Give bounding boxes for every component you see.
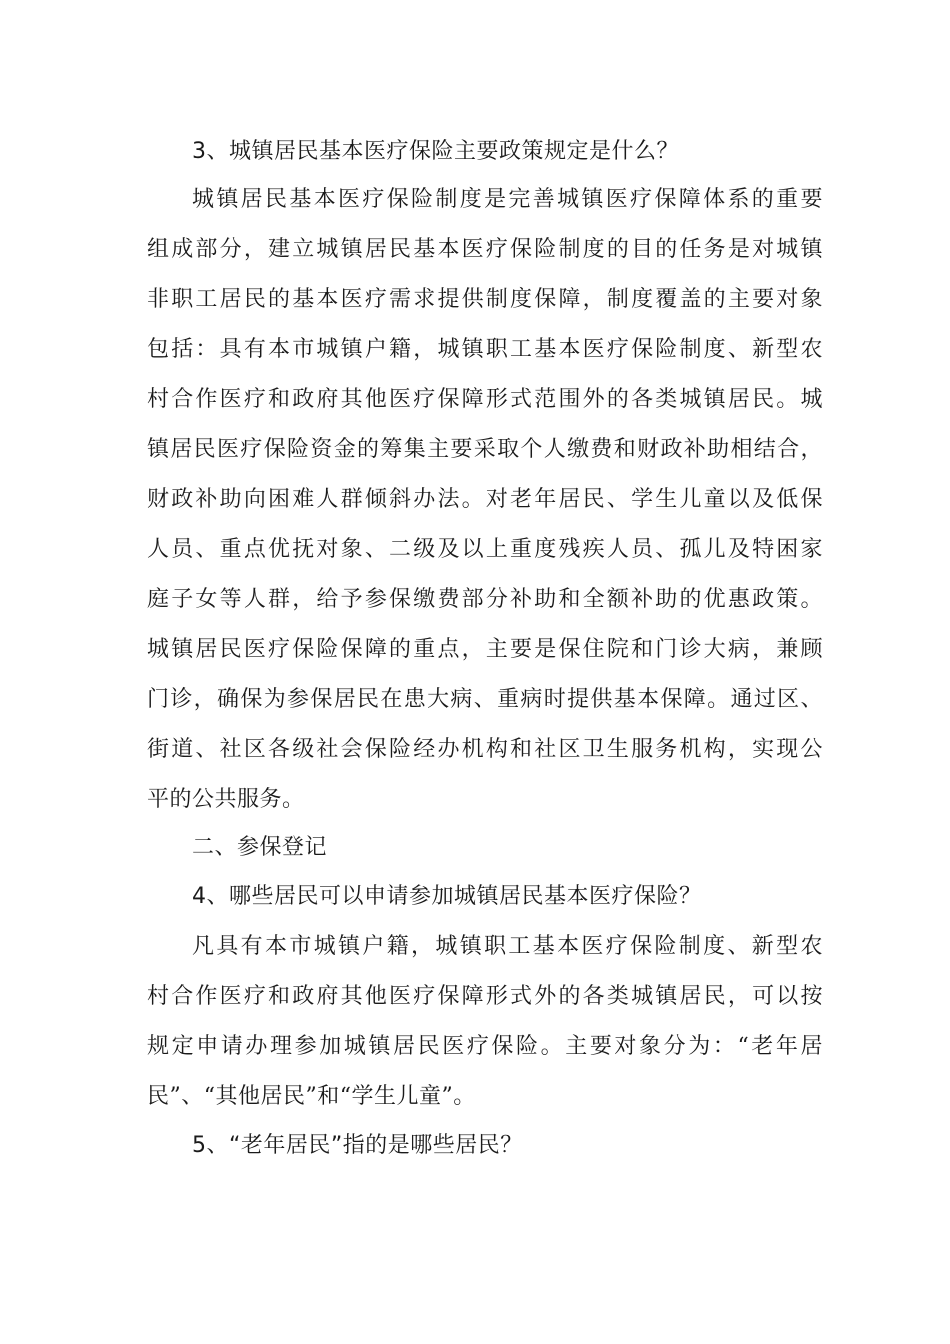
q4-paragraph-line: 民”、“其他居民”和“学生儿童”。 bbox=[147, 1084, 476, 1109]
q4-paragraph-line: 凡具有本市城镇户籍，城镇职工基本医疗保险制度、新型农 bbox=[192, 934, 823, 959]
q3-paragraph-line: 非职工居民的基本医疗需求提供制度保障，制度覆盖的主要对象 bbox=[147, 287, 823, 312]
q3-paragraph-line: 镇居民医疗保险资金的筹集主要采取个人缴费和财政补助相结合， bbox=[147, 437, 823, 462]
q3-paragraph-line: 组成部分，建立城镇居民基本医疗保险制度的目的任务是对城镇 bbox=[147, 237, 823, 262]
q3-paragraph-line: 包括：具有本市城镇户籍，城镇职工基本医疗保险制度、新型农 bbox=[147, 337, 823, 362]
q3-paragraph-line: 街道、社区各级社会保险经办机构和社区卫生服务机构，实现公 bbox=[147, 737, 823, 762]
q3-paragraph-line: 财政补助向困难人群倾斜办法。对老年居民、学生儿童以及低保 bbox=[147, 487, 823, 512]
q3-paragraph-line: 人员、重点优抚对象、二级及以上重度残疾人员、孤儿及特困家 bbox=[147, 537, 823, 562]
q4-paragraph-line: 村合作医疗和政府其他医疗保障形式外的各类城镇居民，可以按 bbox=[147, 984, 823, 1009]
question-4-heading: 4、哪些居民可以申请参加城镇居民基本医疗保险？ bbox=[192, 884, 702, 909]
section-heading-registration: 二、参保登记 bbox=[192, 835, 328, 860]
q3-paragraph-line: 庭子女等人群，给予参保缴费部分补助和全额补助的优惠政策。 bbox=[147, 587, 823, 612]
q3-paragraph-line: 城镇居民基本医疗保险制度是完善城镇医疗保障体系的重要 bbox=[192, 187, 823, 212]
q4-paragraph-line: 规定申请办理参加城镇居民医疗保险。主要对象分为：“老年居 bbox=[147, 1034, 823, 1059]
q3-paragraph-line: 门诊，确保为参保居民在患大病、重病时提供基本保障。通过区、 bbox=[147, 687, 823, 712]
q3-paragraph-line: 平的公共服务。 bbox=[147, 787, 305, 812]
question-5-heading: 5、“老年居民”指的是哪些居民？ bbox=[192, 1133, 523, 1158]
q3-paragraph-line: 城镇居民医疗保险保障的重点，主要是保住院和门诊大病，兼顾 bbox=[147, 637, 823, 662]
q3-paragraph-line: 村合作医疗和政府其他医疗保障形式范围外的各类城镇居民。城 bbox=[147, 387, 823, 412]
question-3-heading: 3、城镇居民基本医疗保险主要政策规定是什么？ bbox=[192, 139, 679, 164]
